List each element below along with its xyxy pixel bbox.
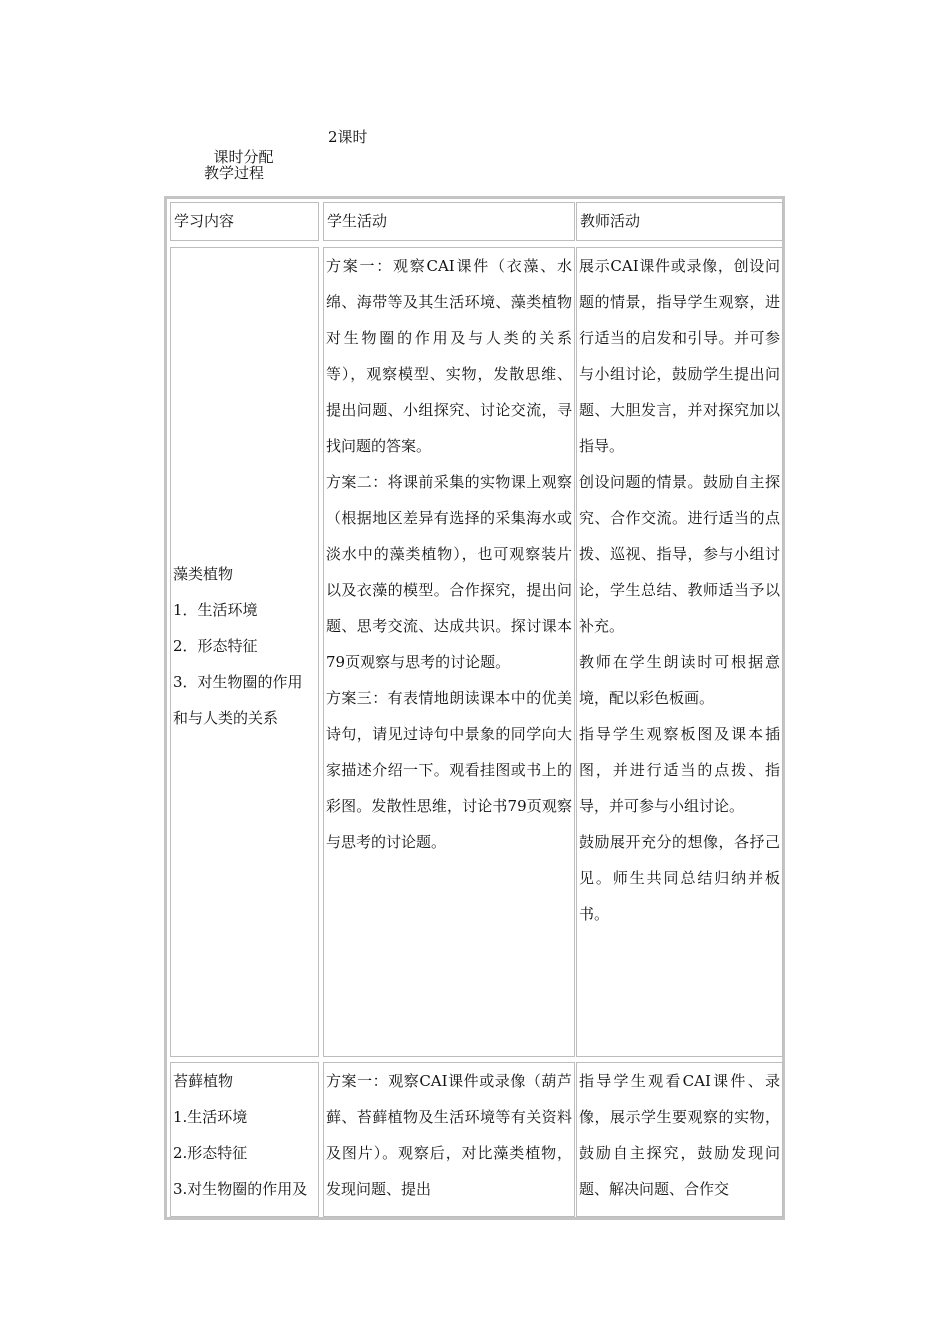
moss-student-activity-cell xyxy=(323,1062,575,1217)
algae-point-3-cont: 和与人类的关系 xyxy=(173,709,279,727)
moss-content-cell xyxy=(170,1062,319,1217)
lesson-allocation-value: 2课时 xyxy=(328,128,368,146)
header-learning-content: 学习内容 xyxy=(170,202,319,241)
algae-teacher-note-4: 指导学生观察板图及课本插图，并进行适当的点拨、指导，并可参与小组讨论。 xyxy=(579,725,780,815)
algae-teacher-note-5: 鼓励展开充分的想像，各抒己见。师生共同总结归纳并板书。 xyxy=(579,833,780,923)
algae-teacher-note-3: 教师在学生朗读时可根据意境，配以彩色板画。 xyxy=(579,653,780,707)
lesson-allocation-label: 课时分配 xyxy=(213,148,274,166)
moss-student-plan-1: 方案一：观察CAI课件或录像（葫芦藓、苔藓植物及生活环境等有关资料及图片）。观察后，对比藻类植物，发现问题、提出 xyxy=(326,1072,572,1198)
moss-teacher-note: 指导学生观看CAI课件、录像，展示学生要观察的实物，鼓励自主探究，鼓励发现问题、解决问题、合作交 xyxy=(579,1072,780,1198)
algae-content-cell xyxy=(170,247,319,1057)
teaching-process-heading: 教学过程 xyxy=(204,164,265,182)
moss-topic-title: 苔藓植物 xyxy=(173,1072,234,1090)
lesson-table xyxy=(164,196,785,1220)
algae-teacher-note-2: 创设问题的情景。鼓励自主探究、合作交流。进行适当的点拨、巡视、指导，参与小组讨论，学生总结、教师适当予以补充。 xyxy=(579,473,780,635)
header-teacher-activity: 教师活动 xyxy=(576,202,783,241)
moss-teacher-activity-cell xyxy=(576,1062,783,1217)
algae-teacher-note-1: 展示CAI课件或录像，创设问题的情景，指导学生观察，进行适当的启发和引导。并可参与小组讨论，鼓励学生提出问题、大胆发言，并对探究加以指导。 xyxy=(579,257,780,455)
algae-topic-title: 藻类植物 xyxy=(173,565,234,583)
algae-teacher-activity-cell xyxy=(576,247,783,1057)
algae-student-plan-2: 方案二：将课前采集的实物课上观察（根据地区差异有选择的采集海水或淡水中的藻类植物），也可观察装片以及衣藻的模型。合作探究，提出问题、思考交流、达成共识。探讨课本79页观察与思考的讨论题。 xyxy=(326,473,572,671)
moss-point-3: 3.对生物圈的作用及 xyxy=(173,1180,308,1198)
algae-point-2: 2．形态特征 xyxy=(173,637,258,655)
algae-student-plan-3: 方案三：有表情地朗读课本中的优美诗句，请见过诗句中景象的同学向大家描述介绍一下。观看挂图或书上的彩图。发散性思维，讨论书79页观察与思考的讨论题。 xyxy=(326,689,572,851)
algae-student-activity-cell xyxy=(323,247,575,1057)
moss-point-1: 1.生活环境 xyxy=(173,1108,248,1126)
moss-point-2: 2.形态特征 xyxy=(173,1144,248,1162)
algae-student-plan-1: 方案一：观察CAI课件（衣藻、水绵、海带等及其生活环境、藻类植物对生物圈的作用及与人类的关系等），观察模型、实物，发散思维、提出问题、小组探究、讨论交流，寻找问题的答案。 xyxy=(326,257,572,455)
header-student-activity: 学生活动 xyxy=(323,202,575,241)
algae-point-1: 1．生活环境 xyxy=(173,601,258,619)
algae-point-3: 3．对生物圈的作用 xyxy=(173,673,303,691)
